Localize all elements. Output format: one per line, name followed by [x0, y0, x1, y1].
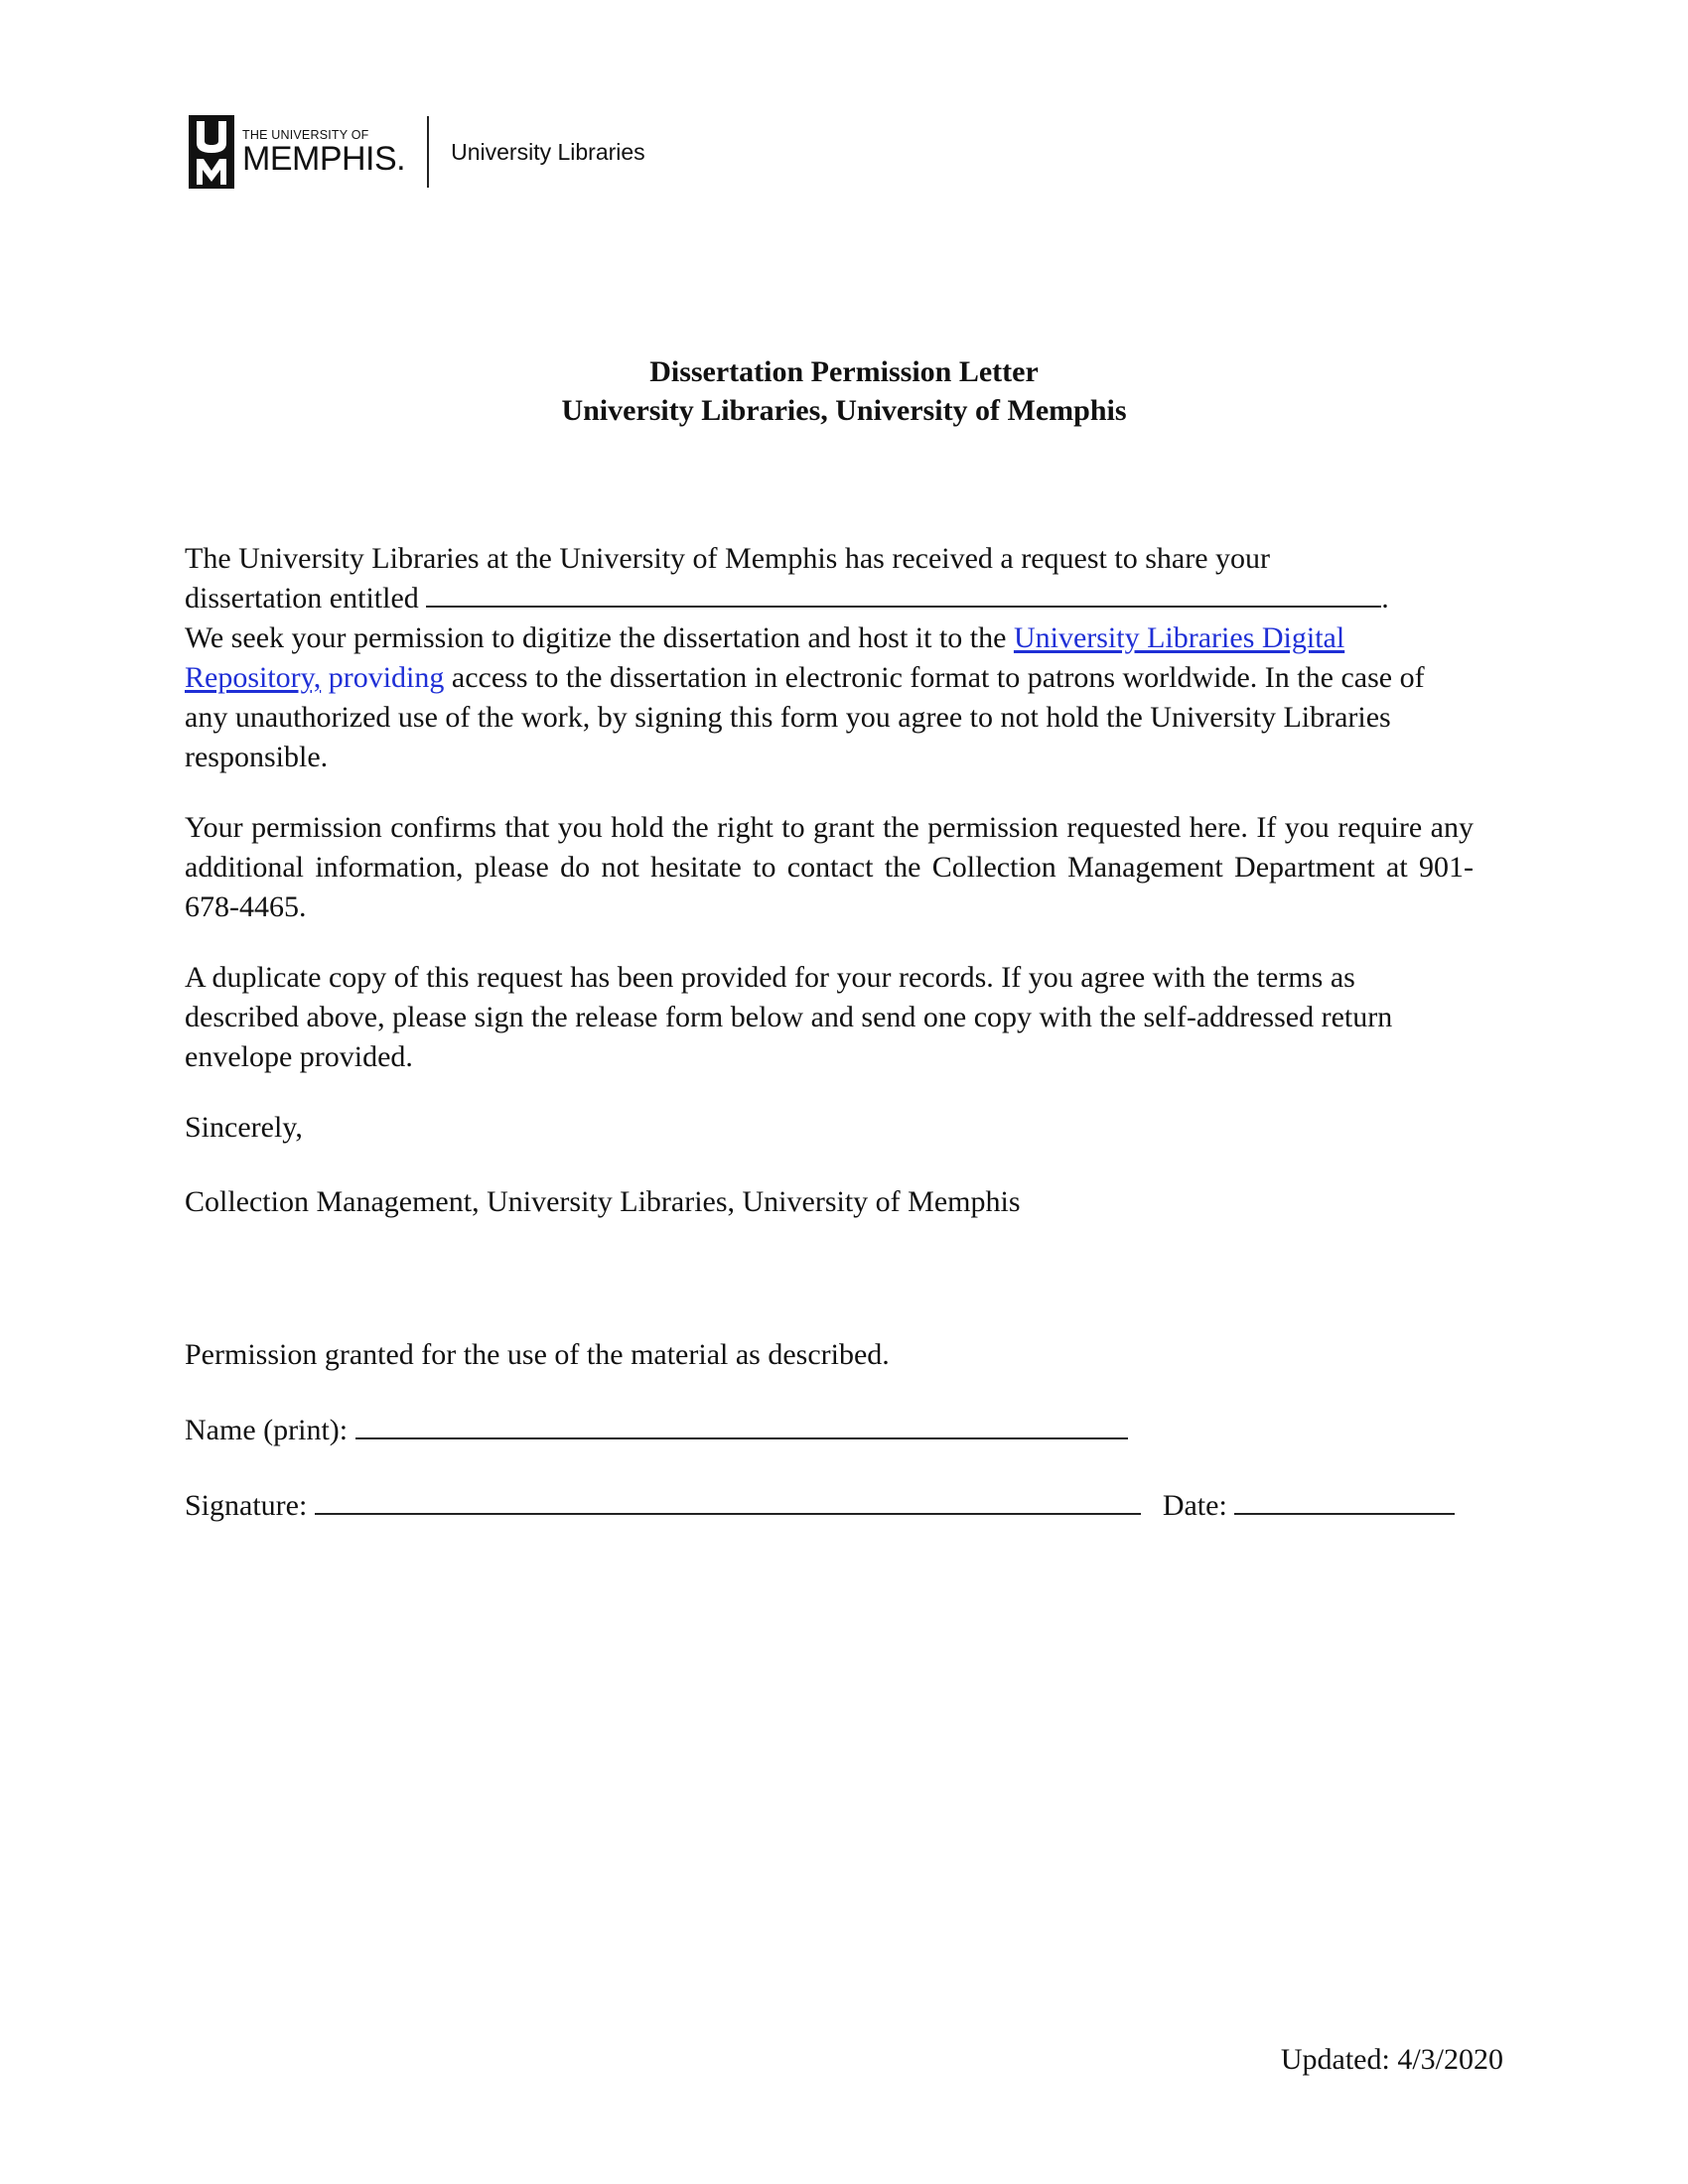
paragraph-request — [185, 539, 1474, 777]
document-title — [0, 352, 1688, 430]
logo-divider — [427, 116, 429, 188]
entitled-prefix: dissertation entitled — [185, 582, 427, 614]
university-of-memphis-logo-icon — [189, 115, 234, 189]
title-line-2: University Libraries, University of Memphis — [561, 394, 1127, 427]
date-label: Date: — [1162, 1489, 1235, 1522]
paragraph-confirmation: Your permission confirms that you hold the right to grant the permission requested here. If you require any additional information, please do not hesitate to contact the Collection Management Department at 901-678-4465. — [185, 811, 1474, 923]
title-line-1: Dissertation Permission Letter — [649, 355, 1039, 388]
name-row — [185, 1411, 1485, 1450]
seek-prefix: We seek your permission to digitize the dissertation and host it to the — [185, 621, 1014, 654]
dissertation-title-blank[interactable] — [426, 582, 1381, 608]
digital-repository-link[interactable]: University Libraries Digital Repository, — [185, 621, 1345, 694]
logo-wordmark — [242, 128, 405, 176]
logo-small-text: THE UNIVERSITY OF — [242, 128, 369, 142]
signature-field[interactable] — [315, 1489, 1141, 1515]
signature-label: Signature: — [185, 1489, 315, 1522]
request-line-1: The University Libraries at the University of Memphis has received a request to share your — [185, 542, 1270, 575]
entitled-suffix: . — [1381, 582, 1389, 614]
date-field[interactable] — [1234, 1489, 1455, 1515]
request-rest: access to the dissertation in electronic format to patrons worldwide. In the case of any unauthorized use of the work, by signing this form you agree to not hold the University Libraries responsible. — [185, 661, 1425, 773]
university-logo — [189, 113, 645, 191]
sincerely-text: Sincerely, — [185, 1111, 303, 1144]
permission-section — [185, 1335, 1485, 1526]
permission-granted-text: Permission granted for the use of the material as described. — [185, 1338, 890, 1371]
closing-signature-text: Collection Management, University Libraries, University of Memphis — [185, 1185, 1021, 1218]
name-label: Name (print): — [185, 1414, 355, 1446]
logo-libraries-text: University Libraries — [451, 138, 645, 165]
logo-big-text: MEMPHIS. — [242, 140, 406, 178]
signature-row — [185, 1486, 1485, 1526]
link-after-text: providing — [321, 661, 445, 694]
name-field[interactable] — [355, 1414, 1128, 1439]
letter-body — [185, 539, 1474, 1222]
paragraph-duplicate: A duplicate copy of this request has been provided for your records. If you agree with the terms as described above, please sign the release form below and send one copy with the self-addressed return envelope provided. — [185, 961, 1393, 1073]
updated-date: Updated: 4/3/2020 — [1280, 2043, 1503, 2076]
